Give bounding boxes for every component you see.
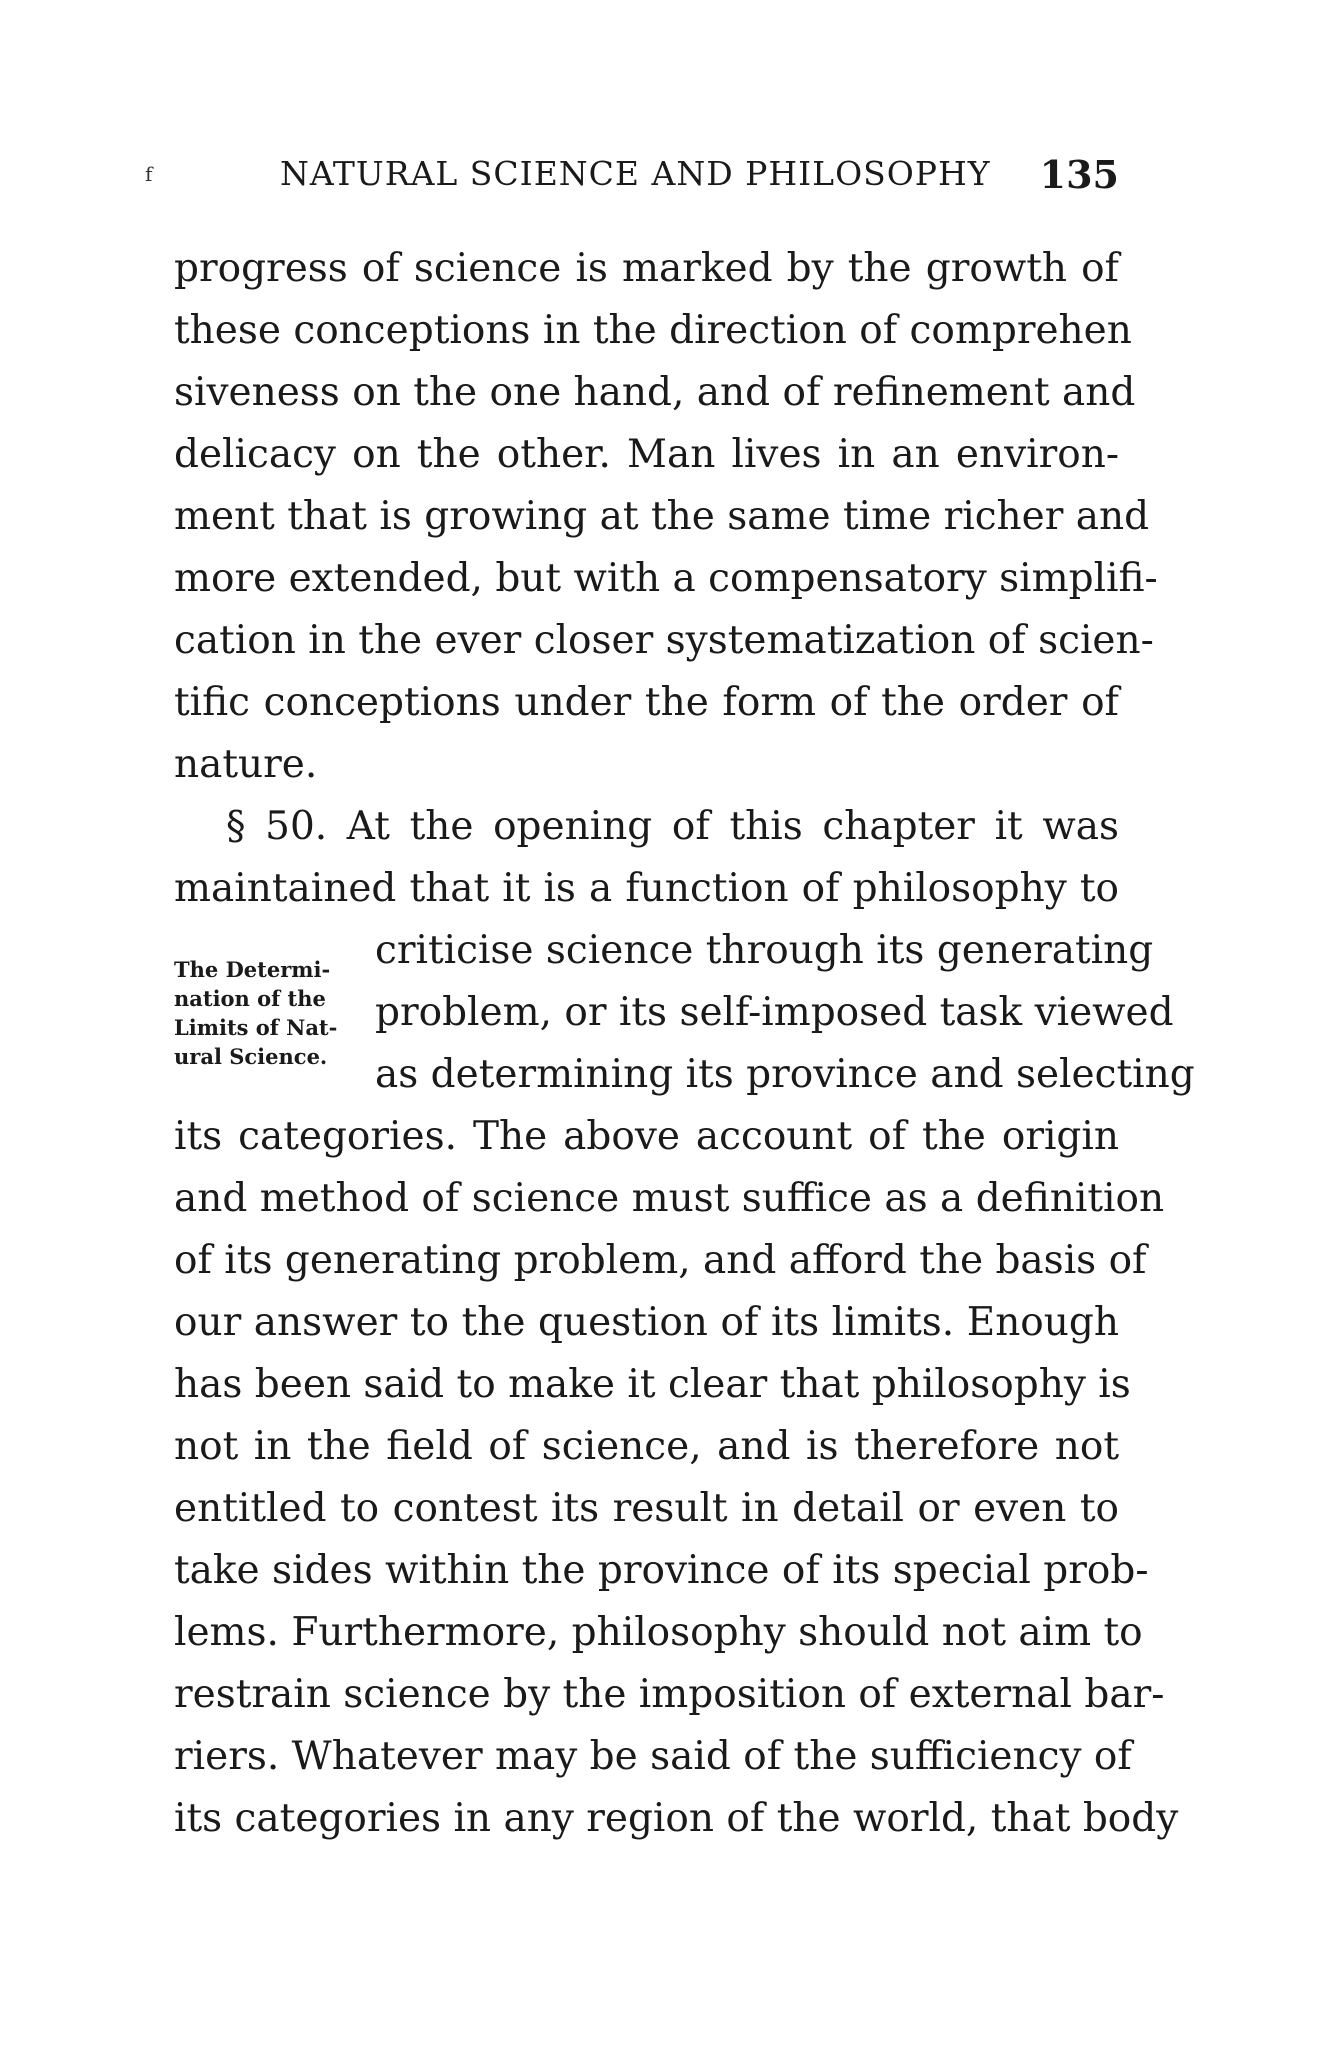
text-line: and method of science must suffice as a definition xyxy=(174,1176,1165,1221)
text-line: criticise science through its generating xyxy=(375,928,1154,973)
text-line: tific conceptions under the form of the order of xyxy=(174,680,1119,725)
margin-note-line: Limits of Nat- xyxy=(174,1015,338,1040)
margin-note-line: The Determi- xyxy=(174,957,331,982)
text-line: maintained that it is a function of philosophy to xyxy=(174,866,1119,911)
text-line: progress of science is marked by the growth of xyxy=(174,246,1119,291)
text-line: nature. xyxy=(174,742,318,787)
text-line: ment that is growing at the same time richer and xyxy=(174,494,1150,539)
text-line: not in the field of science, and is therefore not xyxy=(174,1424,1119,1469)
text-line: its categories. The above account of the origin xyxy=(174,1114,1119,1159)
text-line: as determining its province and selecting xyxy=(375,1052,1195,1097)
section-heading-line: § 50. At the opening of this chapter it was xyxy=(226,804,1119,849)
text-line: more extended, but with a compensatory simplifi- xyxy=(174,556,1158,601)
text-line: lems. Furthermore, philosophy should not aim to xyxy=(174,1610,1143,1655)
margin-note-line: nation of the xyxy=(174,986,326,1011)
text-line: of its generating problem, and afford the basis of xyxy=(174,1238,1147,1283)
text-line: cation in the ever closer systematization of scien- xyxy=(174,618,1154,663)
running-head: NATURAL SCIENCE AND PHILOSOPHY xyxy=(280,154,991,193)
margin-note-line: ural Science. xyxy=(174,1044,328,1069)
text-line: entitled to contest its result in detail or even to xyxy=(174,1486,1119,1531)
text-line: problem, or its self-imposed task viewed xyxy=(375,990,1174,1035)
text-line: riers. Whatever may be said of the sufficiency of xyxy=(174,1734,1132,1779)
text-line: restrain science by the imposition of external bar- xyxy=(174,1672,1165,1717)
text-line: our answer to the question of its limits. Enough xyxy=(174,1300,1119,1345)
page-header xyxy=(130,150,1120,210)
text-line: take sides within the province of its special prob- xyxy=(174,1548,1149,1593)
text-line: siveness on the one hand, and of refinement and xyxy=(174,370,1136,415)
margin-note xyxy=(174,955,359,1071)
margin-mark: f xyxy=(145,162,153,186)
text-line: its categories in any region of the world, that body xyxy=(174,1796,1179,1841)
text-line: has been said to make it clear that philosophy is xyxy=(174,1362,1131,1407)
page-number: 135 xyxy=(1039,152,1119,197)
text-line: delicacy on the other. Man lives in an environ- xyxy=(174,432,1119,477)
text-line: these conceptions in the direction of comprehen xyxy=(174,308,1132,353)
